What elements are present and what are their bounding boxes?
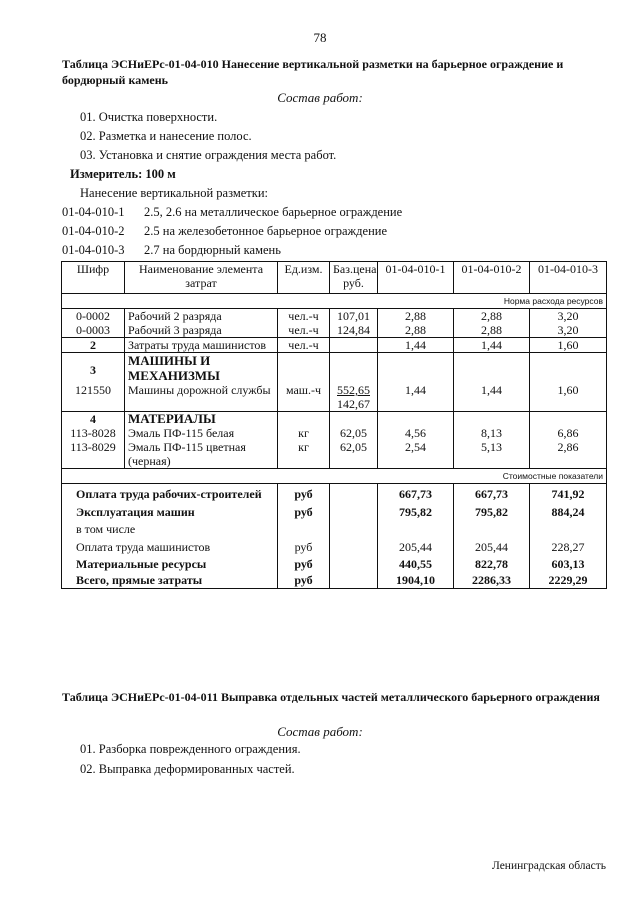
cost-value-3: 2229,29 [530,571,607,589]
row-unit: кг [278,426,330,440]
row-name: Затраты труда машинистов [125,338,278,353]
table2-title: Таблица ЭСНиЕРс-01-04-011 Выправка отдельных частей металлического барьерного ограждения [62,690,600,704]
cost-value-2: 795,82 [454,501,530,519]
cost-name: Материальные ресурсы [62,554,278,571]
cost-row [62,501,607,519]
band-norm-label: Норма расхода ресурсов [62,294,607,309]
header-col-1: 01-04-010-1 [378,262,454,294]
header-col-2: 01-04-010-2 [454,262,530,294]
cost-unit: руб [278,484,330,502]
row-value-3: 2,86 [530,440,607,469]
composition-header: Состав работ: [277,90,363,105]
row-value-3: 1,60 [530,383,607,412]
row-value-2: 5,13 [454,440,530,469]
cost-row [62,571,607,589]
band-cost [62,469,607,484]
row-value-2: 8,13 [454,426,530,440]
cost-value-2: 667,73 [454,484,530,502]
cost-value-2: 205,44 [454,536,530,554]
row-price: 62,05 [330,426,378,440]
cost-unit: руб [278,501,330,519]
table-row [62,426,607,440]
cost-value-3: 603,13 [530,554,607,571]
cost-value-1: 1904,10 [378,571,454,589]
cost-row [62,554,607,571]
cost-row [62,484,607,502]
table-header [62,262,607,294]
cost-value-3: 228,27 [530,536,607,554]
row-name: Рабочий 3 разряда [125,323,278,338]
row-name: Эмаль ПФ-115 цветная (черная) [125,440,278,469]
section-code: 4 [62,412,125,427]
estimate-table [61,261,607,589]
row-unit: чел.-ч [278,323,330,338]
cost-name: Оплата труда рабочих-строителей [62,484,278,502]
row-value-1: 1,44 [378,338,454,353]
cost-value-2: 2286,33 [454,571,530,589]
region-footer: Ленинградская область [491,860,606,872]
work-item: 02. Разметка и нанесение полос. [80,129,252,143]
table-row [62,383,607,412]
row-code: 2 [62,338,125,353]
row-price: 124,84 [330,323,378,338]
cost-value-3: 741,92 [530,484,607,502]
table-row [62,323,607,338]
work-item: 01. Очистка поверхности. [80,110,218,124]
row-unit: чел.-ч [278,309,330,324]
section-name: МАТЕРИАЛЫ [125,412,278,427]
cost-name: Оплата труда машинистов [62,536,278,554]
row-price [330,383,378,412]
section-row [62,353,607,384]
cost-value-3: 884,24 [530,501,607,519]
section-row [62,412,607,427]
cost-value-1: 440,55 [378,554,454,571]
row-value-2: 1,44 [454,338,530,353]
cost-unit: руб [278,571,330,589]
row-code: 113-8029 [62,440,125,469]
row-value-2: 2,88 [454,309,530,324]
price-top: 552,65 [337,383,370,397]
cost-unit: руб [278,554,330,571]
band-norm [62,294,607,309]
row-code: 113-8028 [62,426,125,440]
header-code: Шифр [62,262,125,294]
work-item: 02. Выправка деформированных частей. [80,762,295,776]
code-description: 2.5, 2.6 на металлическое барьерное ограждение [144,205,403,219]
row-value-3: 1,60 [530,338,607,353]
row-price [330,338,378,353]
code-description: 2.7 на бордюрный камень [144,243,281,257]
row-code: 0-0002 [62,309,125,324]
code-description: 2.5 на железобетонное барьерное ограждение [144,224,387,238]
page-number: 78 [313,30,327,45]
cost-row [62,536,607,554]
row-name: Эмаль ПФ-115 белая [125,426,278,440]
row-price: 62,05 [330,440,378,469]
row-unit: маш.-ч [278,383,330,412]
row-value-1: 2,88 [378,309,454,324]
row-unit: чел.-ч [278,338,330,353]
section-name: МАШИНЫ И МЕХАНИЗМЫ [125,353,278,384]
row-price: 107,01 [330,309,378,324]
code-label: 01-04-010-1 [62,205,125,219]
code-label: 01-04-010-2 [62,224,125,238]
cost-value-1: 667,73 [378,484,454,502]
composition-header-2: Состав работ: [277,724,363,739]
work-item: 03. Установка и снятие ограждения места работ. [80,148,337,162]
row-value-1: 1,44 [378,383,454,412]
header-col-3: 01-04-010-3 [530,262,607,294]
section-code: 3 [62,353,125,384]
table-row [62,309,607,324]
row-code: 121550 [62,383,125,412]
cost-value-1: 795,82 [378,501,454,519]
code-label: 01-04-010-3 [62,243,125,257]
header-unit: Ед.изм. [278,262,330,294]
header-name: Наименование элемента затрат [125,262,278,294]
work-item: 01. Разборка поврежденного ограждения. [80,742,301,756]
row-value-3: 3,20 [530,323,607,338]
cost-name: в том числе [62,519,278,536]
row-value-3: 3,20 [530,309,607,324]
row-value-3: 6,86 [530,426,607,440]
row-code: 0-0003 [62,323,125,338]
cost-name: Эксплуатация машин [62,501,278,519]
meter-label: Измеритель: 100 м [70,167,176,181]
cost-row [62,519,607,536]
cost-value-1: 205,44 [378,536,454,554]
header-price: Баз.цена руб. [330,262,378,294]
price-bottom: 142,67 [337,397,370,411]
table-row [62,440,607,469]
subtitle: Нанесение вертикальной разметки: [80,186,268,200]
row-unit: кг [278,440,330,469]
band-cost-label: Стоимостные показатели [62,469,607,484]
cost-name: Всего, прямые затраты [62,571,278,589]
row-name: Рабочий 2 разряда [125,309,278,324]
row-name: Машины дорожной службы [125,383,278,412]
row-value-1: 2,54 [378,440,454,469]
table-row [62,338,607,353]
row-value-2: 2,88 [454,323,530,338]
row-value-1: 4,56 [378,426,454,440]
cost-value-2: 822,78 [454,554,530,571]
table-title: Таблица ЭСНиЕРс-01-04-010 Нанесение вертикальной разметки на барьерное ограждение и бордюрный камень [62,57,564,87]
cost-unit: руб [278,536,330,554]
row-value-2: 1,44 [454,383,530,412]
row-value-1: 2,88 [378,323,454,338]
